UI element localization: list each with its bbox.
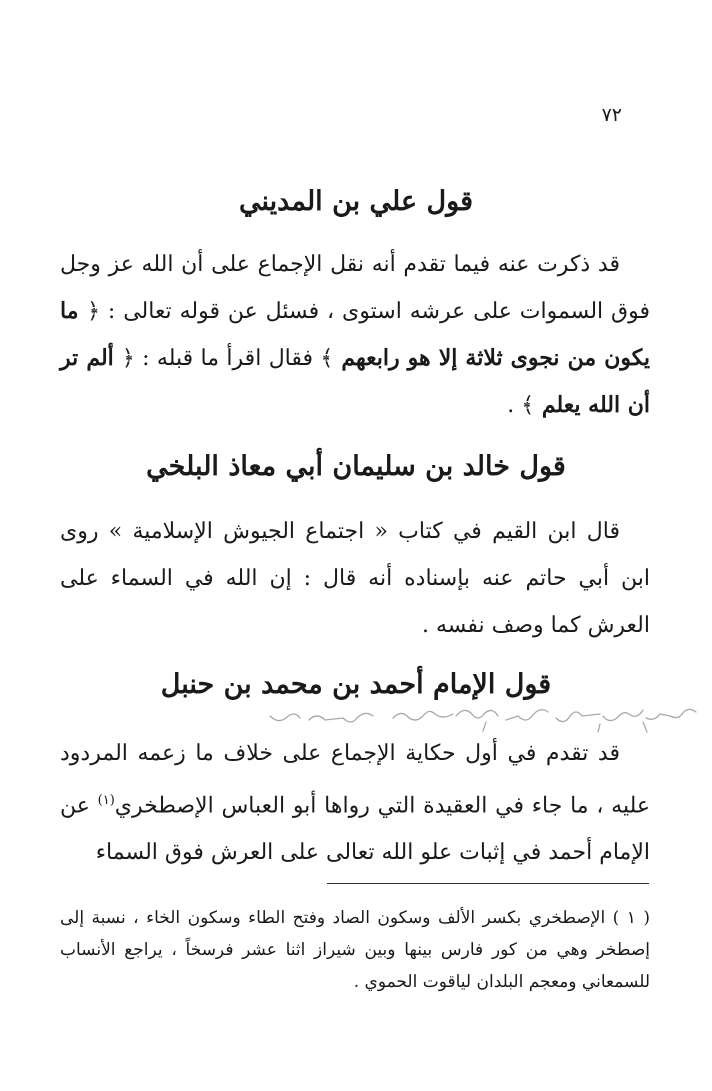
- footnote-marker: ( ١ ): [612, 908, 650, 928]
- ornate-bracket-close: ﴾: [521, 393, 535, 418]
- section-paragraph-khalid-ibn-sulayman: [60, 508, 650, 649]
- paragraph-text: قد تقدم في أول حكاية الإجماع على خلاف ما زعمه المردود عليه ، ما جاء في العقيدة التي رواها أبو العباس الإصطخري: [60, 741, 651, 819]
- ornate-bracket-open: ﴿: [121, 346, 135, 371]
- section-paragraph-ali-ibn-al-madini: [60, 241, 650, 429]
- ornate-bracket-close: ﴾: [320, 346, 334, 371]
- section-heading-ali-ibn-al-madini: قول علي بن المديني: [239, 186, 473, 217]
- paragraph-text: فقال اقرأ ما قبله :: [134, 346, 321, 371]
- footnote: [60, 902, 650, 998]
- footnote-divider: [327, 883, 649, 884]
- paragraph-text: قد ذكرت عنه فيما تقدم أنه نقل الإجماع على أن الله عز وجل فوق السموات على عرشه استوى ، فسئل عن قوله تعالى :: [60, 252, 650, 324]
- section-paragraph-ahmad-ibn-hanbal: [60, 730, 650, 876]
- section-heading-khalid-ibn-sulayman: قول خالد بن سليمان أبي معاذ البلخي: [146, 451, 566, 482]
- page-number: ٧٢: [601, 104, 622, 126]
- paragraph-text: .: [507, 393, 522, 418]
- footnote-text: الإصطخري بكسر الألف وسكون الصاد وفتح الطاء وسكون الخاء ، نسبة إلى إصطخر وهي من كور فارس بينها وبين شيراز اثنا عشر فرسخاً ، يراجع الأنساب للسمعاني ومعجم البلدان لياقوت الحموي .: [60, 908, 650, 992]
- quran-verse: ما يكون من نجوى ثلاثة إلا هو رابعهم: [60, 298, 650, 371]
- paragraph-text: عن الإمام أحمد في إثبات علو الله تعالى على العرش فوق السماء: [60, 793, 650, 866]
- section-heading-ahmad-ibn-hanbal: قول الإمام أحمد بن محمد بن حنبل: [160, 669, 552, 700]
- ornate-bracket-open: ﴿: [87, 299, 100, 324]
- paragraph-text: قال ابن القيم في كتاب « اجتماع الجيوش الإسلامية » روى ابن أبي حاتم عنه بإسناده أنه قال : إن الله في السماء على العرش كما وصف نفسه .: [60, 519, 650, 638]
- footnote-reference: (١): [97, 793, 115, 808]
- quran-verse: ألم تر أن الله يعلم: [60, 345, 650, 418]
